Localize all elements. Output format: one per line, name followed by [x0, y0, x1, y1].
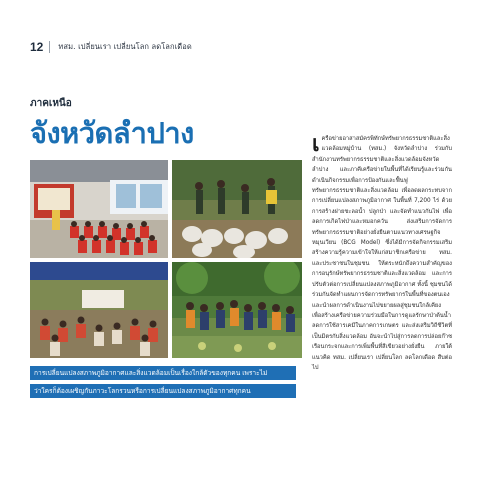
photo-caption: [30, 366, 296, 402]
page-number: 12: [30, 40, 44, 54]
page-header: [30, 40, 192, 54]
article-paragraph: ครือข่ายอาสาสมัครพิทักษ์ทรัพยากรธรรมชาติและสิ่งแวดล้อมหมู่บ้าน (ทสม.) จังหวัดลำปาง ร่วมกับสำนักงานทรัพยากรธรรมชาติและสิ่งแวดล้อมจังหวัดลำปาง และภาคีเครือข่ายในพื้นที่ได้เรียนรู้และร่วมกันดำเนินกิจกรรมเพื่อการป้องกันและฟื้นฟูทรัพยากรธรรมชาติและสิ่งแวดล้อม เพื่อลดผลกระทบจากการเปลี่ยนแปลงสภาพภูมิอากาศ ในพื้นที่ 7,200 ไร่ ด้วยการสร้างฝายชะลอน้ำ ปลูกป่า และจัดทำแนวกันไฟ เพื่อลดการเกิดไฟป่าและหมอกควัน ส่งเสริมการจัดการทรัพยากรธรรมชาติอย่างยั่งยืนตามแนวทางเศรษฐกิจหมุนเวียน (BCG Model) ซึ่งได้มีการจัดกิจกรรมเสริมสร้างความรู้ความเข้าใจให้แก่สมาชิกเครือข่าย ทสม. และประชาชนในชุมชน ให้ตระหนักถึงความสำคัญของการอนุรักษ์ทรัพยากรธรรมชาติและสิ่งแวดล้อม และการปรับตัวต่อการเปลี่ยนแปลงสภาพภูมิอากาศ ทั้งนี้ ชุมชนได้ร่วมกันจัดทำแผนการจัดการทรัพยากรในพื้นที่ของตนเอง และนำผลการดำเนินงานไปขยายผลสู่ชุมชนใกล้เคียง เพื่อสร้างเครือข่ายความร่วมมือในการดูแลรักษาป่าต้นน้ำ ลดการใช้สารเคมีในภาคการเกษตร และส่งเสริมวิถีชีวิตที่เป็นมิตรกับสิ่งแวดล้อม อันจะนำไปสู่การลดการปล่อยก๊าซเรือนกระจกและการเพิ่มพื้นที่สีเขียวอย่างยั่งยืน ภายใต้แนวคิด ทสม. เปลี่ยนเรา เปลี่ยนโลก ลดโลกเดือด สืบต่อไป: [312, 136, 452, 371]
caption-line-1: การเปลี่ยนแปลงสภาพภูมิอากาศและสิ่งแวดล้อมเป็นเรื่องใกล้ตัวของทุกคน เพราะไม่: [30, 366, 296, 380]
header-divider: [49, 41, 50, 53]
page-title: จังหวัดลำปาง: [30, 116, 194, 150]
meeting-hall-photo: [30, 160, 168, 258]
outdoor-gathering-photo: [30, 262, 168, 358]
running-head: ทสม. เปลี่ยนเรา เปลี่ยนโลก ลดโลกเดือด: [58, 42, 192, 51]
region-label: ภาคเหนือ: [30, 98, 72, 109]
caption-line-2: ว่าใครก็ต้องเผชิญกับภาวะโลกรวนหรือการเปลี่ยนแปลงสภาพภูมิอากาศทุกคน: [30, 384, 296, 398]
drop-cap: เ: [312, 131, 320, 157]
village-group-photo: [172, 262, 302, 358]
forest-planting-photo: [172, 160, 302, 258]
article-body: [312, 131, 452, 373]
